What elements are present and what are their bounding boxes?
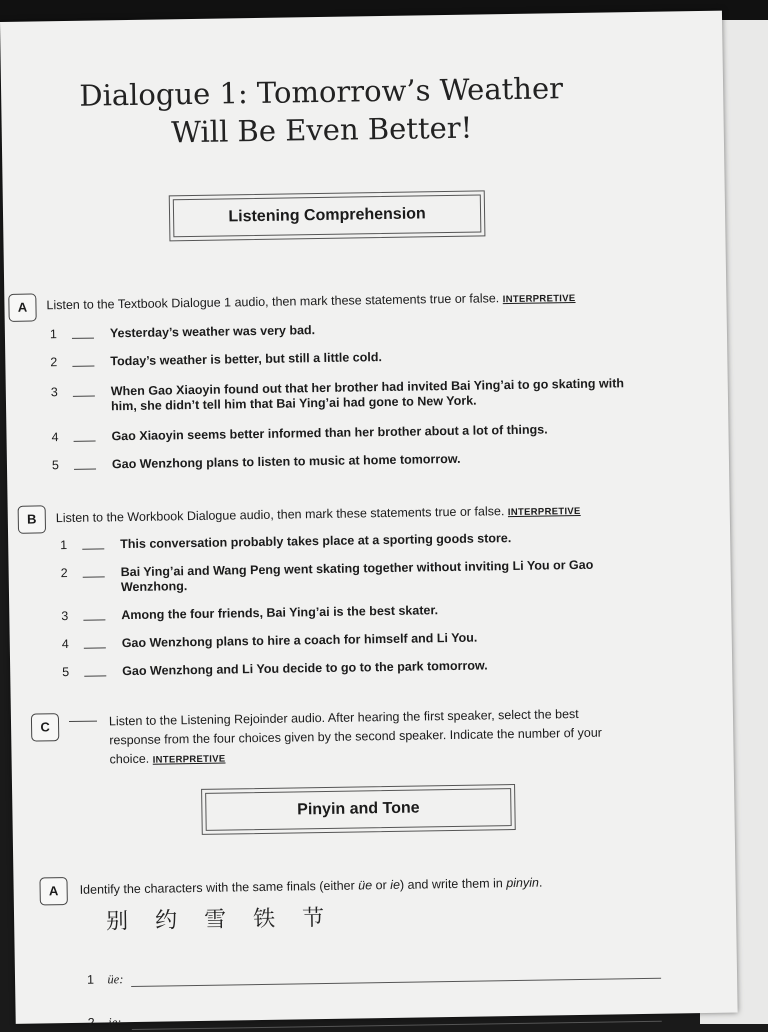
instruction-text: . [538, 875, 543, 890]
chinese-characters: 别 约 雪 铁 节 [105, 905, 335, 935]
answer-label: ie: [108, 1015, 122, 1030]
section-c [11, 703, 712, 774]
page-title [41, 69, 602, 154]
answer-blank[interactable] [84, 675, 106, 676]
item-number: 2 [60, 566, 68, 581]
section-c-instruction-text: Listen to the Listening Rejoinder audio. After hearing the first speaker, select the best response from the four choices given by the second speaker. Indicate the number of your choice. [108, 706, 603, 767]
final-option-ie: ie [390, 877, 401, 892]
final-option-ue: üe [358, 878, 373, 893]
item-statement: Bai Ying’ai and Wang Peng went skating together without inviting Li You or Gao Wenzhong. [120, 557, 594, 595]
answer-blank[interactable] [74, 469, 96, 470]
item-number: 3 [50, 385, 58, 400]
section-c-badge: C [31, 713, 59, 741]
instruction-text: Identify the characters with the same finals (either [79, 878, 355, 897]
instruction-text: ) and write them in [399, 876, 503, 892]
answer-blank[interactable] [84, 647, 106, 648]
answer-blank[interactable] [82, 548, 104, 549]
interpretive-tag: INTERPRETIVE [502, 292, 576, 306]
section-b-instruction-text: Listen to the Workbook Dialogue audio, then mark these statements true or false. [55, 504, 505, 526]
section-a-instruction [46, 287, 666, 317]
title-line-2: Will Be Even Better! [170, 110, 473, 150]
section-a-instruction-text: Listen to the Textbook Dialogue 1 audio, then mark these statements true or false. [46, 291, 500, 313]
interpretive-tag: INTERPRETIVE [507, 505, 581, 519]
answer-blank[interactable] [73, 396, 95, 397]
answer-line[interactable] [132, 1021, 662, 1030]
pinyin-word: pinyin [506, 875, 540, 891]
item-statement: Gao Wenzhong and Li You decide to go to the park tomorrow. [122, 658, 488, 679]
section-a-badge: A [8, 293, 36, 321]
section-b-badge: B [18, 505, 46, 533]
answer-blank[interactable] [83, 619, 105, 620]
answer-row-ie [88, 1015, 122, 1031]
item-statement: When Gao Xiaoyin found out that her brother had invited Bai Ying’ai to go skating with him, she didn’t tell him that Bai Ying’ai had gone to New York. [110, 376, 625, 414]
item-statement: Gao Wenzhong plans to listen to music at home tomorrow. [111, 451, 461, 472]
section-c-instruction [109, 704, 630, 770]
item-statement: Gao Wenzhong plans to hire a coach for himself and Li You. [121, 630, 478, 651]
item-number: 2 [50, 355, 58, 370]
pinyin-section-a-badge: A [39, 877, 67, 905]
item-number: 3 [61, 609, 69, 624]
answer-blank[interactable] [72, 338, 94, 339]
item-number: 5 [51, 458, 60, 473]
item-number: 5 [62, 664, 70, 680]
item-statement: Yesterday’s weather was very bad. [109, 323, 316, 341]
answer-label: üe: [107, 972, 124, 987]
item-number: 4 [61, 636, 69, 652]
answer-row-ue [87, 972, 124, 988]
section-b-instruction [56, 499, 676, 529]
item-number: 2 [87, 1015, 95, 1030]
interpretive-tag: INTERPRETIVE [152, 753, 226, 766]
item-number: 1 [49, 327, 57, 342]
item-statement: This conversation probably takes place at a sporting goods store. [120, 531, 512, 552]
item-statement: Gao Xiaoyin seems better informed than her brother about a lot of things. [111, 422, 548, 444]
instruction-text: or [375, 878, 387, 893]
listening-comprehension-heading: Listening Comprehension [173, 194, 482, 237]
workbook-page [0, 11, 738, 1030]
item-number: 1 [60, 538, 68, 553]
item-number: 1 [86, 972, 95, 987]
answer-blank[interactable] [69, 721, 97, 722]
answer-blank[interactable] [83, 576, 105, 577]
title-line-1: Dialogue 1: Tomorrow’s Weather [79, 71, 564, 113]
pinyin-and-tone-heading: Pinyin and Tone [205, 788, 512, 831]
item-statement: Among the four friends, Bai Ying’ai is the best skater. [121, 603, 439, 623]
pinyin-section-a-instruction [80, 871, 680, 899]
answer-blank[interactable] [72, 366, 94, 367]
item-statement: Today’s weather is better, but still a little cold. [110, 350, 383, 369]
answer-blank[interactable] [74, 441, 96, 442]
answer-line[interactable] [131, 978, 661, 987]
item-number: 4 [51, 430, 59, 445]
